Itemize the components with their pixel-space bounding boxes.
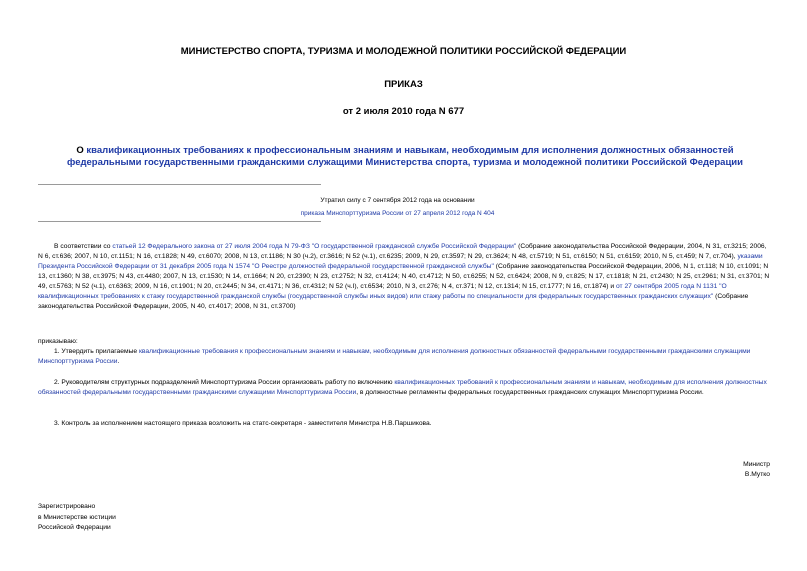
item-1-end: .	[117, 358, 120, 365]
item-2	[38, 378, 771, 398]
registration-line-2: в Министерстве юстиции	[38, 513, 116, 521]
item-3: 3. Контроль за исполнением настоящего приказа возложить на статс-секретаря - заместителя Министра Н.В.Паршикова.	[54, 420, 432, 427]
status-line: Утратил силу с 7 сентября 2012 года на основании	[320, 197, 475, 204]
status-note	[200, 194, 595, 220]
ministry-heading: МИНИСТЕРСТВО СПОРТА, ТУРИЗМА И МОЛОДЕЖНОЙ ПОЛИТИКИ РОССИЙСКОЙ ФЕДЕРАЦИИ	[180, 46, 627, 57]
preamble-paragraph	[38, 242, 771, 312]
registration-line-3: Российской Федерации	[38, 524, 111, 531]
document-date-number: от 2 июля 2010 года N 677	[342, 106, 465, 117]
decree-1131-link[interactable]: от 27 сентября 2005 года N 1131 "О квалификационных требованиях к стажу государственной гражданской службы (государственной службы иных видов) или стажу работы по специальности для федеральных государственных гражданских служащих"	[38, 283, 727, 300]
divider-bottom	[38, 221, 321, 222]
title-link[interactable]: квалификационных требованиях к профессиональным знаниям и навыкам, необходимым для исполнения должностных обязанностей федеральными государственными гражданскими служащими Министерства спорта, туризма и молодежной политики Российской Федерации	[67, 145, 743, 168]
preamble-text-4: (Собрание законодательства Российской Федерации, 2005, N 40, ст.4017; 2008, N 31, ст.3700)	[38, 293, 749, 310]
title-prefix: О	[76, 145, 87, 156]
qualification-requirements-link[interactable]: квалификационные требования к профессиональным знаниям и навыкам, необходимым для исполнения должностных обязанностей федеральными государственными гражданскими служащими Минспорттуризма России	[38, 348, 751, 365]
preamble-text-1: В соответствии со	[54, 243, 113, 250]
divider-top	[38, 184, 321, 185]
signature-block	[600, 460, 770, 480]
preamble-text-3: (Собрание законодательства Российской Федерации, 2006, N 1, ст.118; N 10, ст.1091; N 13, ст.1360; N 38, ст.3975; N 43, ст.4480; 2007, N 13, ст.1530; N 14, ст.1664; N 20, ст.2390; N 23, ст.2752; N 32, ст.4124; N 40, ст.4712; N 50, ст.6255; N 52, ст.6424; 2008, N 9, ст.825; N 17, ст.1818; N 21, ст.2430; N 25, ст.2961; N 31, ст.3701; N 49, ст.5763; N 52 (ч.1), ст.6363; 2009, N 16, ст.1901; N 20, ст.2445; N 34, ст.4171; N 36, ст.4312; N 52 (ч.I), ст.6534; 2010, N 3, ст.276; N 4, ст.371; N 12, ст.1314; N 15, ст.1777; N 16, ст.1874) и	[38, 263, 770, 290]
item-2-text: 2. Руководителям структурных подразделений Минспорттуризма России организовать работу по включению	[54, 379, 395, 386]
law-79fz-link[interactable]: статьей 12 Федерального закона от 27 июля 2004 года N 79-ФЗ "О государственной гражданской службе Российской Федерации"	[112, 243, 517, 250]
decree-1574-link[interactable]: указами Президента Российской Федерации от 31 декабря 2005 года N 1574 "О Реестре должностей федеральной государственной гражданской службы"	[38, 253, 763, 270]
item-2-requirements-link[interactable]: квалификационных требований к профессиональным знаниям и навыкам, необходимым для исполнения должностных обязанностей федеральными государственными гражданскими служащими Минспорттуризма России	[38, 379, 767, 396]
registration-block	[38, 502, 238, 534]
preamble-text-2: (Собрание законодательства Российской Федерации, 2004, N 31, ст.3215; 2006, N 6, ст.636; 2007, N 10, ст.1151; N 16, ст.1828; N 49, ст.6070; 2008, N 13, ст.1186; N 30 (ч.2), ст.3616; N 52 (ч.1), ст.6235; 2009, N 29, ст.3597; N 29, ст.3624; N 48, ст.5719; N 51, ст.6150; N 51, ст.6159; 2010, N 5, ст.459; N 7, ст.704),	[38, 243, 767, 260]
order-word: приказываю:	[38, 338, 78, 345]
signature-name: В.Мутко	[744, 471, 770, 478]
status-repeal-link[interactable]: приказа Минспорттуризма России от 27 апреля 2012 года N 404	[300, 210, 495, 217]
item-1-text: 1. Утвердить прилагаемые	[54, 348, 139, 355]
item-2-text-end: , в должностные регламенты федеральных государственных гражданских служащих Минспорттуризма России.	[356, 389, 704, 396]
registration-line-1: Зарегистрировано	[38, 503, 96, 510]
document-type: ПРИКАЗ	[384, 79, 423, 90]
document-title	[60, 145, 750, 169]
item-1	[38, 347, 771, 367]
signature-position: Министр	[743, 461, 770, 468]
